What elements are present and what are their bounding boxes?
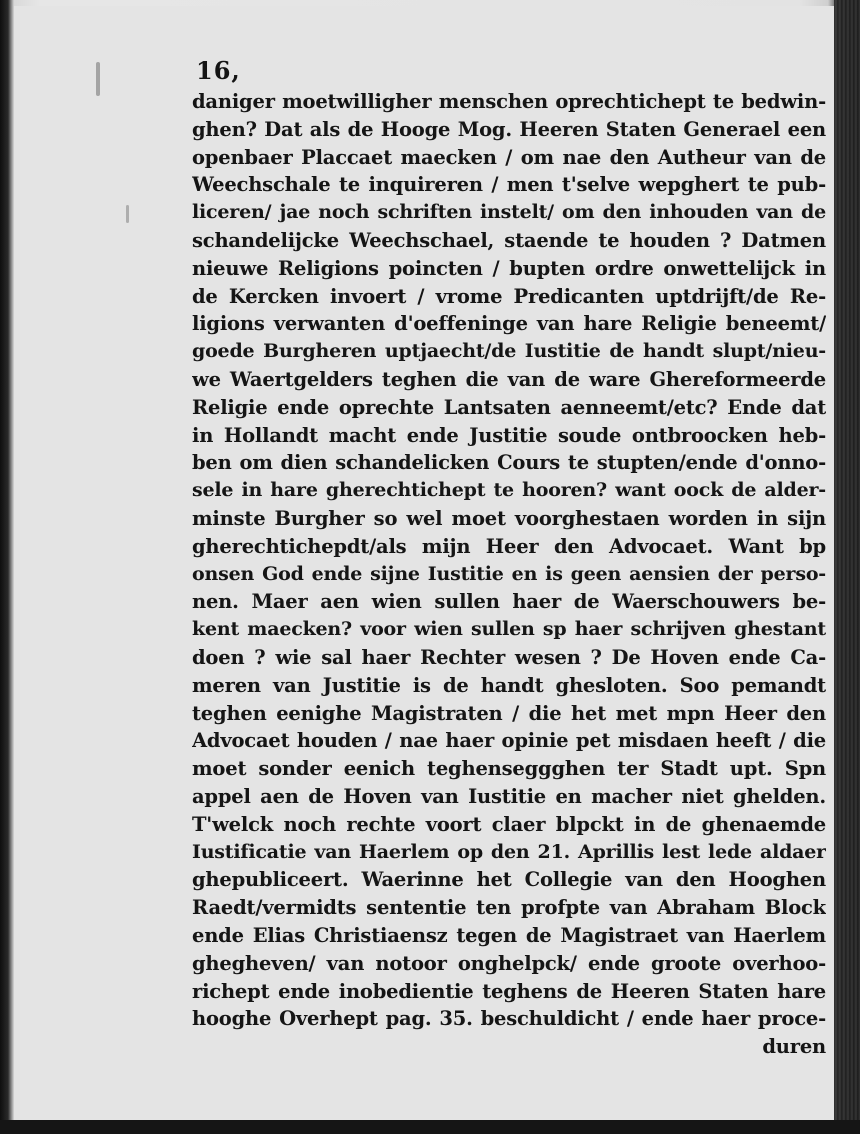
text-line: de Kercken invoert / vrome Predicanten uptdrijft/de Re-	[192, 284, 826, 308]
text-line: minste Burgher so wel moet voorghestaen worden in sijn	[192, 506, 826, 530]
margin-mark	[96, 62, 100, 96]
text-line: ligions verwanten d'oeffeninge van hare Religie beneemt/	[192, 312, 826, 336]
text-line: meren van Justitie is de handt ghesloten. Soo pemandt	[192, 673, 826, 697]
text-line: hooghe Overhept pag. 35. beschuldicht / ende haer proce-	[192, 1007, 826, 1031]
text-line: ende Elias Christiaensz tegen de Magistraet van Haerlem	[192, 923, 826, 947]
text-line: Weechschale te inquireren / men t'selve wepghert te pub-	[192, 173, 826, 197]
text-line: in Hollandt macht ende Justitie soude ontbroocken heb-	[192, 423, 826, 447]
text-line: richept ende inobedientie teghens de Heeren Staten hare	[192, 979, 826, 1003]
text-line: liceren/ jae noch schriften instelt/ om den inhouden van de	[192, 201, 826, 224]
text-line: openbaer Placcaet maecken / om nae den Autheur van de	[192, 145, 826, 169]
text-line: Advocaet houden / nae haer opinie pet misdaen heeft / die	[192, 729, 826, 753]
text-line: kent maecken? voor wien sullen sp haer schrijven ghestant	[192, 618, 826, 641]
text-line: T'welck noch rechte voort claer blpckt in de ghenaemde	[192, 812, 826, 836]
text-line: nieuwe Religions poincten / bupten ordre onwettelijck in	[192, 256, 826, 280]
text-line: daniger moetwilligher menschen oprechtichept te bedwin-	[192, 90, 826, 113]
book-edge	[834, 0, 860, 1134]
text-line: we Waertgelders teghen die van de ware Ghereformeerde	[192, 367, 826, 391]
text-line: onsen God ende sijne Iustitie en is geen aensien der perso-	[192, 562, 826, 585]
text-line: nen. Maer aen wien sullen haer de Waerschouwers be-	[192, 590, 826, 614]
margin-mark	[126, 205, 129, 223]
text-line: ben om dien schandelicken Cours te stupten/ende d'onno-	[192, 451, 826, 475]
text-line: gherechtichepdt/als mijn Heer den Advocaet. Want bp	[192, 534, 826, 558]
text-line: sele in hare gherechtichept te hooren? want oock de alder-	[192, 479, 826, 502]
text-line: ghepubliceert. Waerinne het Collegie van den Hooghen	[192, 868, 826, 892]
text-line: appel aen de Hoven van Iustitie en macher niet ghelden.	[192, 784, 826, 808]
text-block	[192, 88, 826, 1061]
text-line: goede Burgheren uptjaecht/de Iustitie de handt slupt/nieu-	[192, 340, 826, 363]
text-line: doen ? wie sal haer Rechter wesen ? De Hoven ende Ca-	[192, 645, 826, 669]
text-line: Iustificatie van Haerlem op den 21. Aprillis lest lede aldaer	[192, 840, 826, 863]
text-line: moet sonder eenich teghenseggghen ter Stadt upt. Spn	[192, 757, 826, 781]
bottom-edge	[0, 1120, 860, 1134]
page-number: 16,	[196, 56, 241, 85]
text-line: Raedt/vermidts sententie ten profpte van Abraham Block	[192, 896, 826, 920]
text-line: schandelijcke Weechschael, staende te houden ? Datmen	[192, 228, 826, 252]
text-line: Religie ende oprechte Lantsaten aenneemt/etc? Ende dat	[192, 395, 826, 419]
text-line: ghen? Dat als de Hooge Mog. Heeren Staten Generael een	[192, 117, 826, 141]
text-line: teghen eenighe Magistraten / die het met mpn Heer den	[192, 701, 826, 725]
text-line-catchword: duren	[762, 1035, 826, 1059]
text-line: ghegheven/ van notoor onghelpck/ ende groote overhoo-	[192, 951, 826, 975]
